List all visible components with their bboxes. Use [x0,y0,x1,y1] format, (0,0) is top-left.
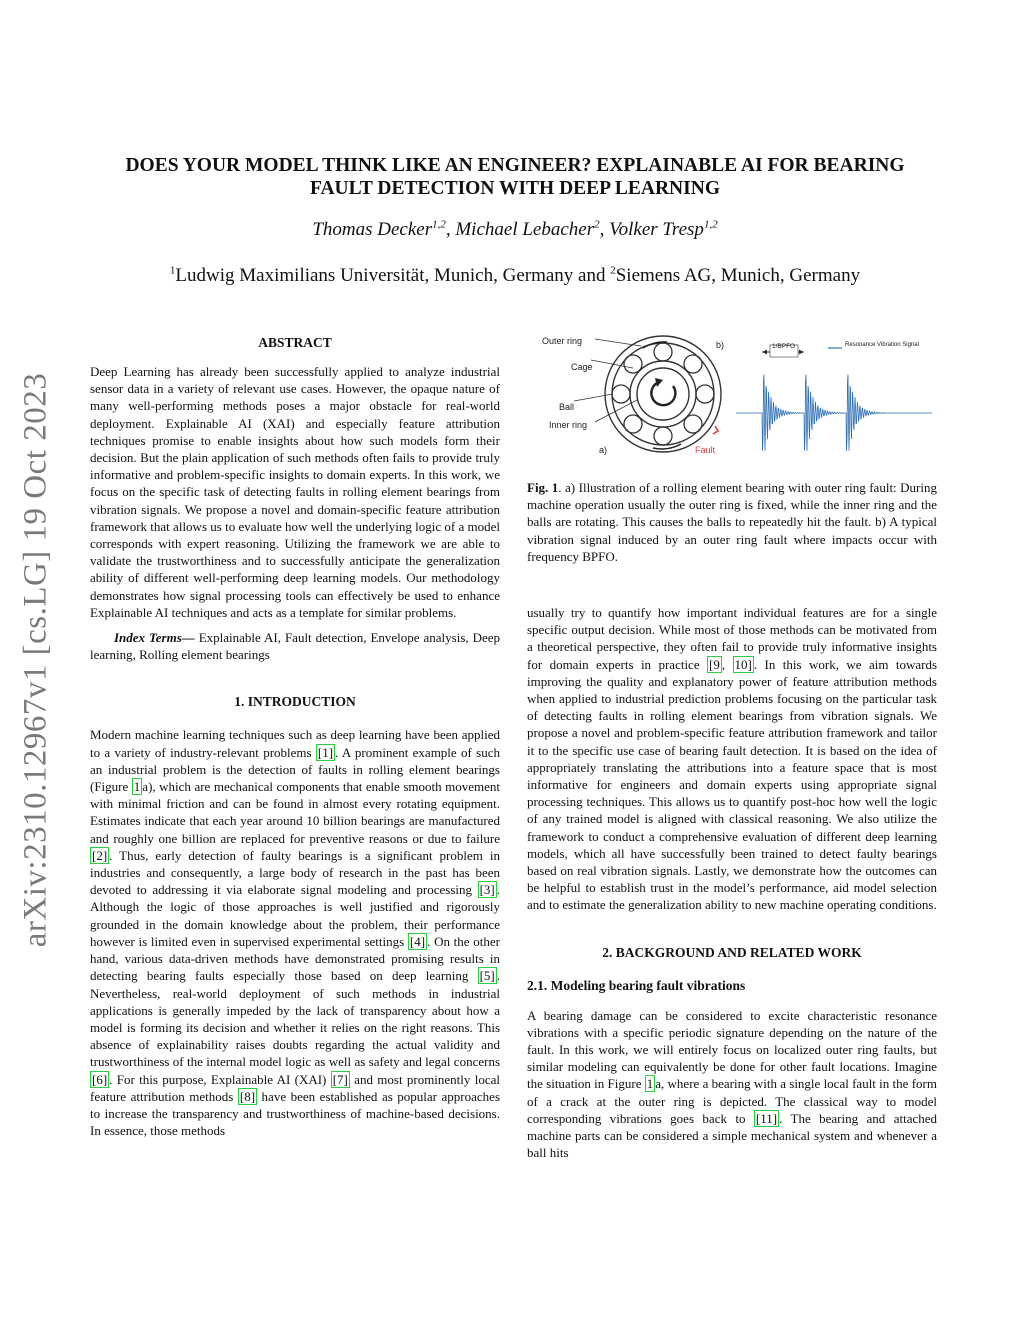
figure-ref-link[interactable]: 1 [646,1076,654,1092]
affil-sup-2: 2 [610,264,616,277]
label-bpfo: 1/BPFO [772,343,796,350]
bg-seg: a, where a bearing with a single local fault in the form of a crack at the outer ring is depicted. The classical way to model corresponding vibrations goes back to [527,1076,937,1126]
figure-1 [527,330,937,465]
ball [654,343,672,361]
pointer-inner-ring [595,400,637,422]
author-name: Thomas Decker [312,219,433,240]
citation-link[interactable]: [8] [239,1088,256,1104]
label-ball: Ball [559,402,575,412]
label-a: a) [599,445,608,455]
affil-2: Siemens AG, Munich, Germany [615,265,861,286]
subsection-heading: 2.1. Modeling bearing fault vibrations [527,977,746,993]
ball [624,355,642,373]
arxiv-stamp-text: arXiv:2310.12967v1 [cs.LG] 19 Oct 2023 [17,372,54,947]
paper-title [100,154,930,200]
ball [684,355,702,373]
outer-ring-inner [612,343,714,445]
citation-link[interactable]: [7] [332,1071,348,1087]
author-sep: , [599,219,610,240]
rotation-arrow-icon [651,382,675,405]
index-terms [90,629,500,663]
citation-link[interactable]: [1] [317,744,334,760]
citation-link[interactable]: [6] [92,1071,108,1087]
ball [696,385,714,403]
author-sep: , [445,219,456,240]
intro-seg: and most prominently local feature attribution methods [90,1071,500,1104]
rotation-arrowhead-icon [655,378,663,387]
pointer-ball [574,394,613,401]
title-line-2: FAULT DETECTION WITH DEEP LEARNING [310,178,720,199]
intro-seg: . In this work, we aim towards improving the quality and explanatory power of feature attribution methods when applied to industrial prediction problems focusing on the particular task of detecting faults in rolling element bearings from vibration signals. We propose a novel and problem-specific feature attribution framework and tailor it to the specific use case of bearing fault detection. It is based on the idea of appropriately translating the attributions into a feature space that is most informative for engineers and domain experts using appropriate signal processing techniques. This allows us to quantify post-hoc how well the logic of any trained model is aligned with classical reasoning. We also utilize the framework to conduct a comprehensive evaluation of different deep learning models, which all have successfully been trained to detect faulty bearings based on real vibration signals. Lastly, we demonstrate how the outcomes can be helpful to establish trust in the model’s performance, aid model selection and to estimate the generalization ability to new machine operating conditions. [527,656,938,913]
index-terms-text: Explainable AI, Fault detection, Envelope analysis, Deep learning, Rolling element bearings [90,630,501,663]
citation-link[interactable]: [3] [479,882,495,898]
citation-link[interactable]: 10] [734,656,752,672]
intro-seg: have been established as popular approaches to increase the transparency and trustworthiness of machine-based decisions. In essence, those methods [90,1088,500,1139]
abstract-text: Deep Learning has already been successfully applied to analyze industrial sensor data in a variety of relevant use cases. However, the opaque nature of many well-performing methods poses a major obstacle for real-world deployment. Explainable AI (XAI) and especially feature attribution techniques promise to enable insights about how such models form their decision. But the plain application of such methods often fails to provide truly informative and problem-specific insights to domain experts. In this work, we focus on the specific task of detecting faults in rolling element bearings from vibration signals. We propose a novel and domain-specific feature attribution framework that allows us to evaluate how well the underlying logic of a model corresponds with expert reasoning. Utilizing the framework we are able to validate the trustworthiness and to successfully anticipate the generalization ability of different well-performing deep learning models. Our methodology demonstrates how signal processing tools can effectively be used to enhance Explainable AI techniques and acts as a template for similar problems. [90,364,500,620]
intro-seg: usually try to quantify how important individual features are for a single specific output decision. While most of those methods can be motivated from a theoretical perspective, they often fail to provide truly informative insights for domain experts in practice [527,605,937,672]
author-affil-sup: 1,2 [432,218,446,231]
pointer-outer-ring [595,339,641,346]
authors [100,219,930,241]
citation-link[interactable]: [2] [92,847,108,863]
signal-series [736,375,932,452]
intro-heading: 1. INTRODUCTION [234,694,356,710]
intro-seg: . Nevertheless, real-world deployment of such methods in industrial applications is generally impeded by the lack of transparency about how a model is forming its decision and whether it relies on the right reasons. This absence of explainability raises doubts regarding the actual validity and trustworthiness of the internal model logic as well as safety and legal concerns [90,968,500,1070]
fault-crack-icon [713,426,718,434]
ball [654,427,672,445]
intro-seg: . Thus, early detection of faulty bearings is a significant problem in industries and consequently, a large body of research in the past has been devoted to addressing it via elaborate signal modeling and processing [90,847,500,898]
abstract-heading: ABSTRACT [258,335,332,350]
intro-text [90,726,500,1139]
arxiv-stamp [6,352,66,967]
signal-line [736,375,932,452]
label-inner-ring: Inner ring [549,420,588,430]
intro-seg: . On the other hand, various data-driven methods have demonstrated promising results in detecting bearing faults especially those based on deep learning [90,933,501,984]
ball [624,415,642,433]
label-cage: Cage [571,362,593,372]
bg-seg: A bearing damage can be considered to excite characteristic resonance vibrations with a specific periodic signature depending on the nature of the fault. In this work, we will entirely focus on localized outer ring faults, but similar modeling can equivalently be done for other fault locations. Imagine the situation in Figure [527,1007,937,1092]
bpfo-arrow-left-icon [762,350,767,355]
right-column [527,330,937,1162]
citation-link[interactable]: [4] [409,933,426,949]
author-affil-sup: 1,2 [703,218,718,231]
right-intro-text [527,604,937,914]
inner-ring-inner [637,368,689,420]
left-column [90,335,500,1139]
intro-seg: . A prominent example of such an industrial problem is the detection of faults in rolling element bearings (Figure [90,744,500,795]
outer-ring-outer [605,336,721,452]
label-b: b) [716,340,725,350]
affil-1: Ludwig Maximilians Universität, Munich, Germany and [175,265,611,286]
intro-seg: a), which are mechanical components that enable smooth movement with minimal friction and can be found in almost every rotating equipment. Estimates indicate that each year around 10 billion bearings are manufactured and roughly one billion are replaced for preventive reasons or due to failure [90,779,500,846]
index-terms-label: Index Terms— [114,630,195,646]
bg-seg: . The bearing and attached machine parts can be considered a simple mechanical system and whenever a ball hits [527,1110,938,1161]
background-text [527,1007,937,1162]
caption-label: Fig. 1 [527,480,559,495]
figure-caption [527,479,937,565]
label-fault: Fault [695,445,716,455]
label-outer-ring: Outer ring [542,336,583,346]
title-line-1: DOES YOUR MODEL THINK LIKE AN ENGINEER? EXPLAINABLE AI FOR BEARING [125,155,905,176]
intro-seg: . For this purpose, Explainable AI (XAI) [109,1071,331,1087]
author-name: Michael Lebacher [455,219,595,240]
affil-sup-1: 1 [169,264,176,277]
citation-link[interactable]: [5] [479,968,495,984]
background-heading: 2. BACKGROUND AND RELATED WORK [602,944,862,960]
citation-link[interactable]: [9 [709,656,720,672]
figure-ref-link[interactable]: 1 [133,779,141,795]
intro-seg: Modern machine learning techniques such as deep learning have been applied to a variety of industry-relevant problems [90,727,500,760]
citation-link[interactable]: [11] [755,1110,778,1126]
bpfo-arrow-right-icon [799,350,804,355]
intro-seg: , [721,656,733,672]
author-name: Volker Tresp [609,219,704,240]
legend-signal-label: Resonance Vibration Signal [845,342,919,348]
author-affil-sup: 2 [594,218,600,231]
intro-seg: . Although the logic of those approaches is well justified and rigorously grounded in the domain knowledge about the problem, their performance however is limited even in supervised experimental settings [90,882,500,949]
vibration-signal-plot [732,335,937,455]
ball [684,415,702,433]
inner-ring-outer [630,361,696,427]
affiliations [100,265,930,287]
ball [612,385,630,403]
caption-text: . a) Illustration of a rolling element bearing with outer ring fault: During machine operation usually the outer ring is fixed, while the inner ring and the balls are rotating. This causes the balls to repeatedly hit the fault. b) A typical vibration signal induced by an outer ring fault where impacts occur with frequency BPFO. [527,480,937,564]
